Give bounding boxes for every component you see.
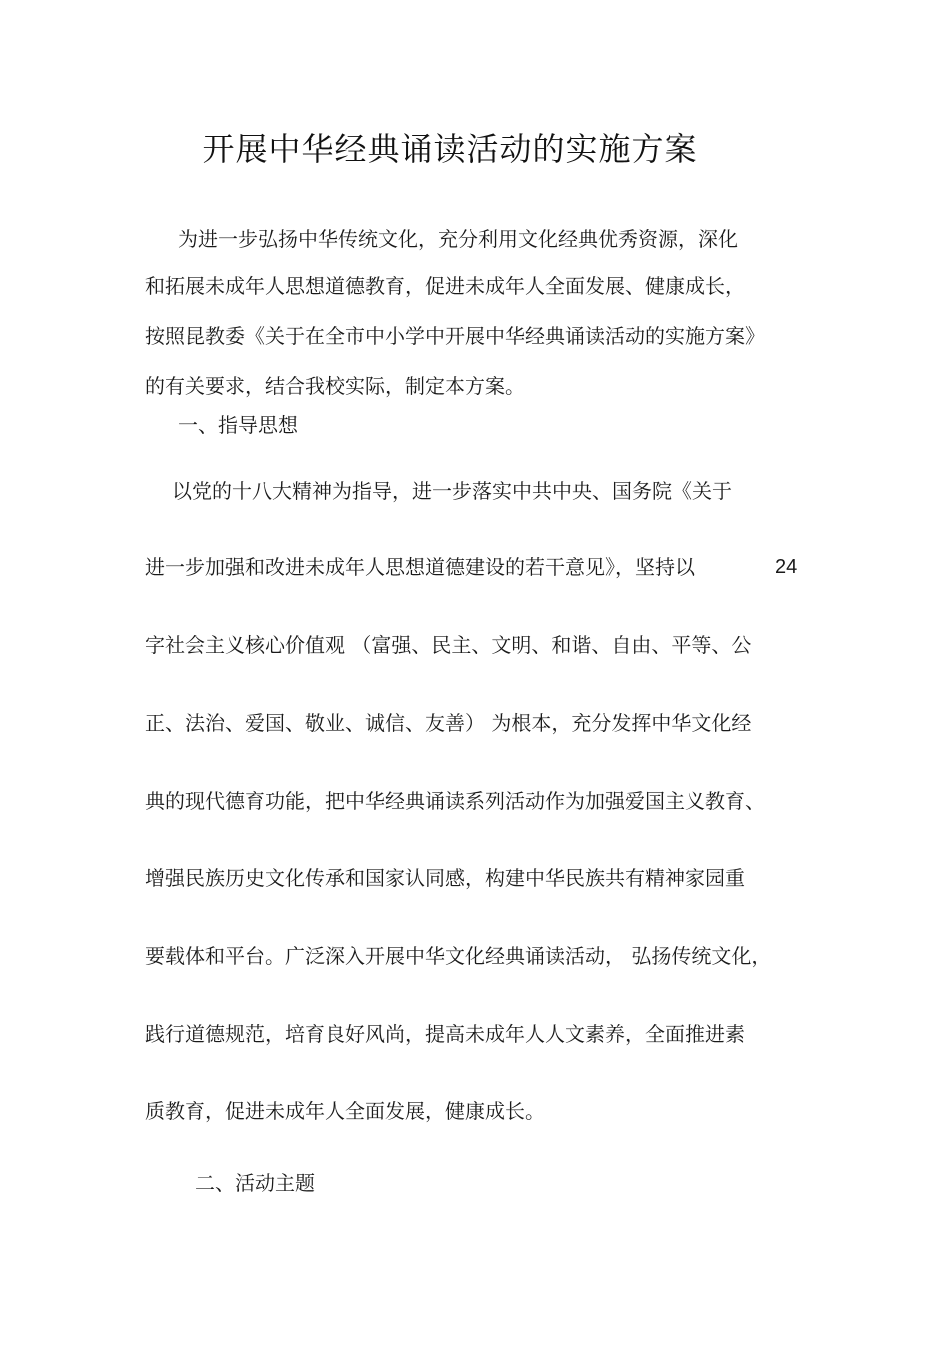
section1-line-1: 以党的十八大精神为指导，进一步落实中共中央、国务院《关于 [172, 479, 732, 503]
document-title: 开展中华经典诵读活动的实施方案 [202, 130, 698, 168]
section1-line-2: 进一步加强和改进未成年人思想道德建设的若干意见》，坚持以 [145, 555, 695, 579]
section1-line-7: 要载体和平台。广泛深入开展中华文化经典诵读活动， 弘扬传统文化， [145, 944, 772, 968]
intro-line-2: 和拓展未成年人思想道德教育，促进未成年人全面发展、健康成长， [145, 274, 745, 298]
section1-number: 24 [775, 556, 798, 578]
section1-line-3: 字社会主义核心价值观 （富强、民主、文明、和谐、自由、平等、公 [145, 633, 752, 657]
intro-line-3: 按照昆教委《关于在全市中小学中开展中华经典诵读活动的实施方案》 [145, 324, 765, 348]
section1-line-9: 质教育，促进未成年人全面发展，健康成长。 [145, 1099, 545, 1123]
section2-heading: 二、活动主题 [195, 1171, 315, 1195]
intro-line-1: 为进一步弘扬中华传统文化，充分利用文化经典优秀资源，深化 [178, 227, 738, 251]
intro-line-4: 的有关要求，结合我校实际，制定本方案。 [145, 374, 525, 398]
section1-line-8: 践行道德规范，培育良好风尚，提高未成年人人文素养，全面推进素 [145, 1022, 745, 1046]
section1-line-4: 正、法治、爱国、敬业、诚信、友善） 为根本，充分发挥中华文化经 [145, 711, 752, 735]
section1-line-5: 典的现代德育功能，把中华经典诵读系列活动作为加强爱国主义教育、 [145, 789, 765, 813]
section1-heading: 一、指导思想 [178, 413, 298, 437]
section1-line-6: 增强民族历史文化传承和国家认同感，构建中华民族共有精神家园重 [145, 866, 745, 890]
